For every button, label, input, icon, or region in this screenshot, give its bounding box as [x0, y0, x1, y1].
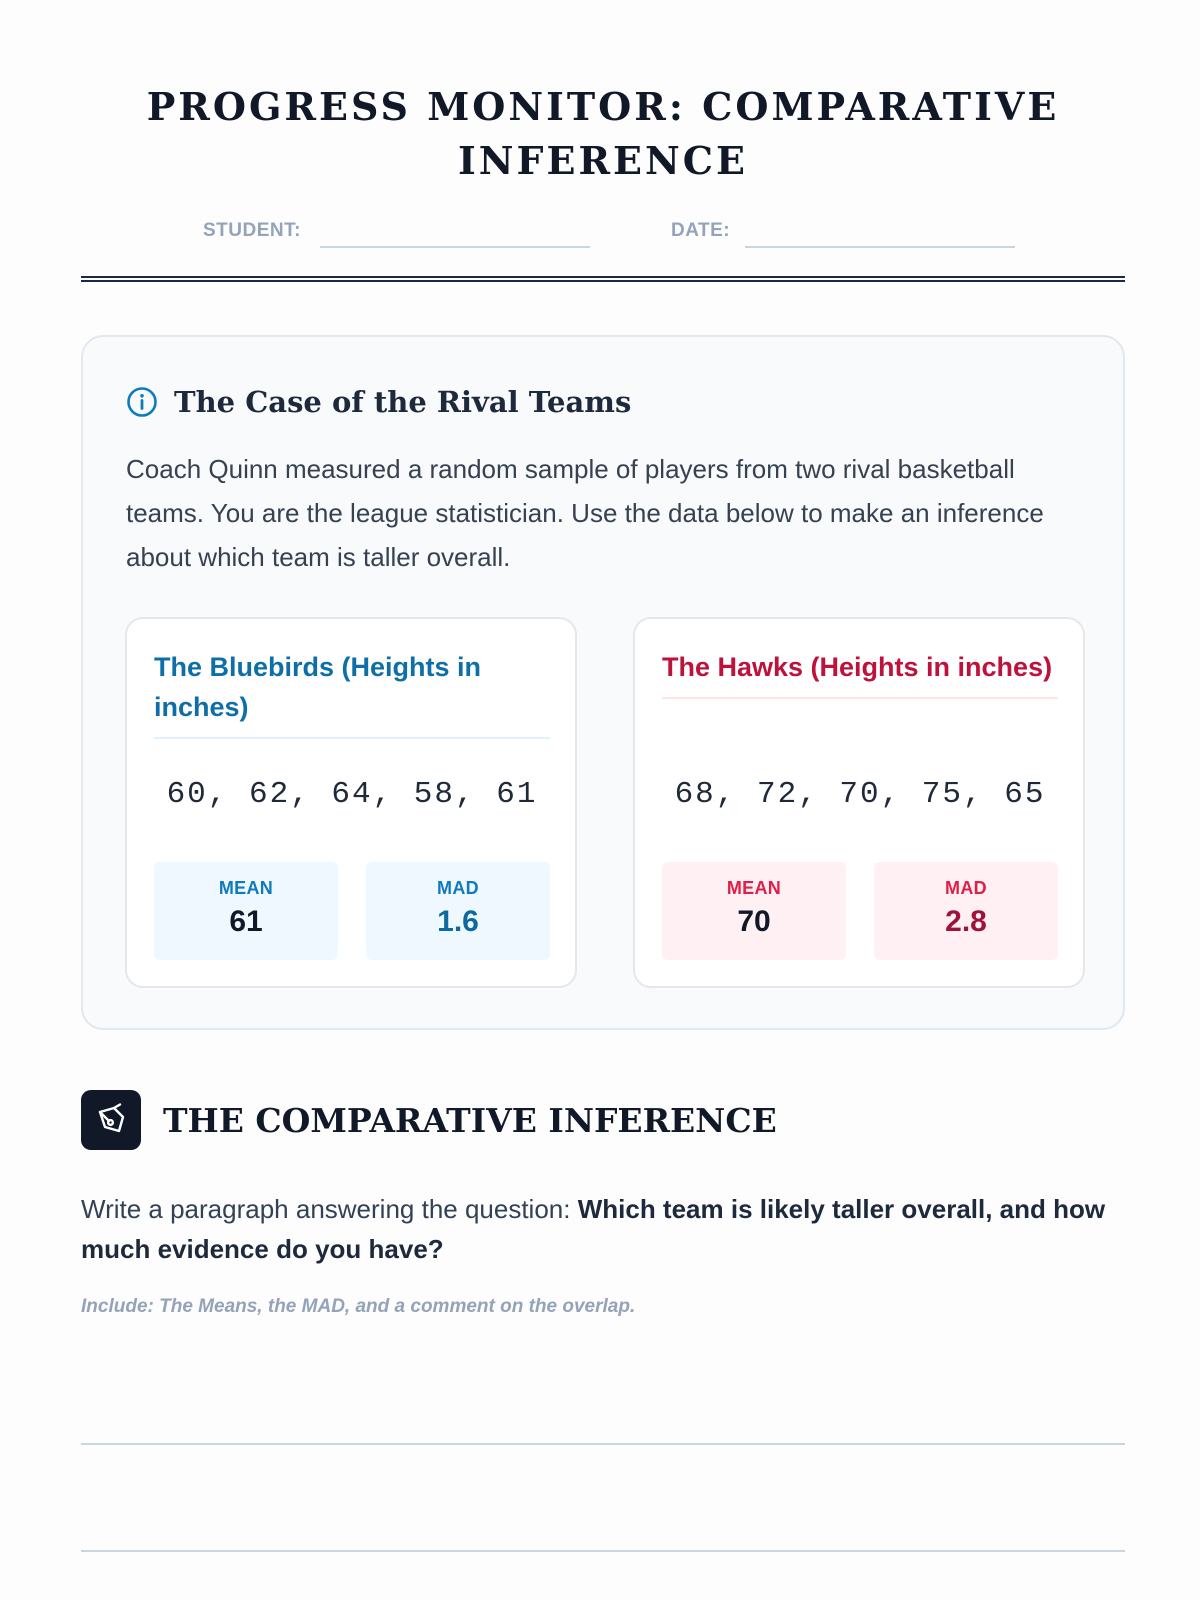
scenario-box: [81, 335, 1125, 1030]
student-label: STUDENT:: [203, 220, 301, 241]
mean-value: 61: [229, 905, 263, 938]
team-heights-data: 68, 72, 70, 75, 65: [674, 777, 1046, 812]
mean-label: MEAN: [726, 878, 782, 898]
prompt-question: Which team is likely taller overall, and how much evidence do you have?: [81, 1194, 1106, 1264]
student-name-field[interactable]: [320, 246, 590, 248]
mad-value: 2.8: [945, 905, 987, 938]
team-heights-data: 60, 62, 64, 58, 61: [166, 777, 538, 812]
mean-stat-box: [662, 862, 846, 960]
scenario-header: [126, 385, 631, 419]
date-label: DATE:: [671, 220, 731, 241]
scenario-description: Coach Quinn measured a random sample of players from two rival basketball teams. You are the league statistician. Use the data below to make an inference about which team is taller overall.: [126, 454, 1044, 572]
mean-value: 70: [737, 905, 771, 938]
pen-icon: [94, 1103, 128, 1137]
mad-label: MAD: [437, 878, 479, 898]
student-info-row: [0, 216, 1200, 248]
mean-stat-box: [154, 862, 338, 960]
mad-stat-box: [366, 862, 550, 960]
pen-icon-badge: [81, 1090, 141, 1150]
scenario-title: The Case of the Rival Teams: [174, 385, 632, 419]
team-card-bluebirds: [125, 617, 577, 988]
mad-stat-box: [874, 862, 1058, 960]
team-card-hawks: [633, 617, 1085, 988]
team-name: The Bluebirds (Heights in inches): [154, 647, 550, 739]
inference-title: THE COMPARATIVE INFERENCE: [163, 1100, 777, 1140]
mean-label: MEAN: [218, 878, 274, 898]
team-name: The Hawks (Heights in inches): [662, 647, 1058, 699]
date-field[interactable]: [745, 246, 1015, 248]
prompt-lead: Write a paragraph answering the question:: [81, 1194, 578, 1224]
info-icon: [126, 386, 158, 418]
mad-value: 1.6: [437, 905, 479, 938]
answer-line[interactable]: [81, 1550, 1125, 1552]
answer-line[interactable]: [81, 1443, 1125, 1445]
mad-label: MAD: [945, 878, 987, 898]
inference-prompt: [81, 1189, 1131, 1269]
header-divider: [81, 276, 1125, 282]
page-title: PROGRESS MONITOR: COMPARATIVE INFERENCE: [146, 84, 1060, 183]
inference-hint: Include: The Means, the MAD, and a comment on the overlap.: [81, 1296, 636, 1317]
inference-section-header: [81, 1090, 777, 1150]
